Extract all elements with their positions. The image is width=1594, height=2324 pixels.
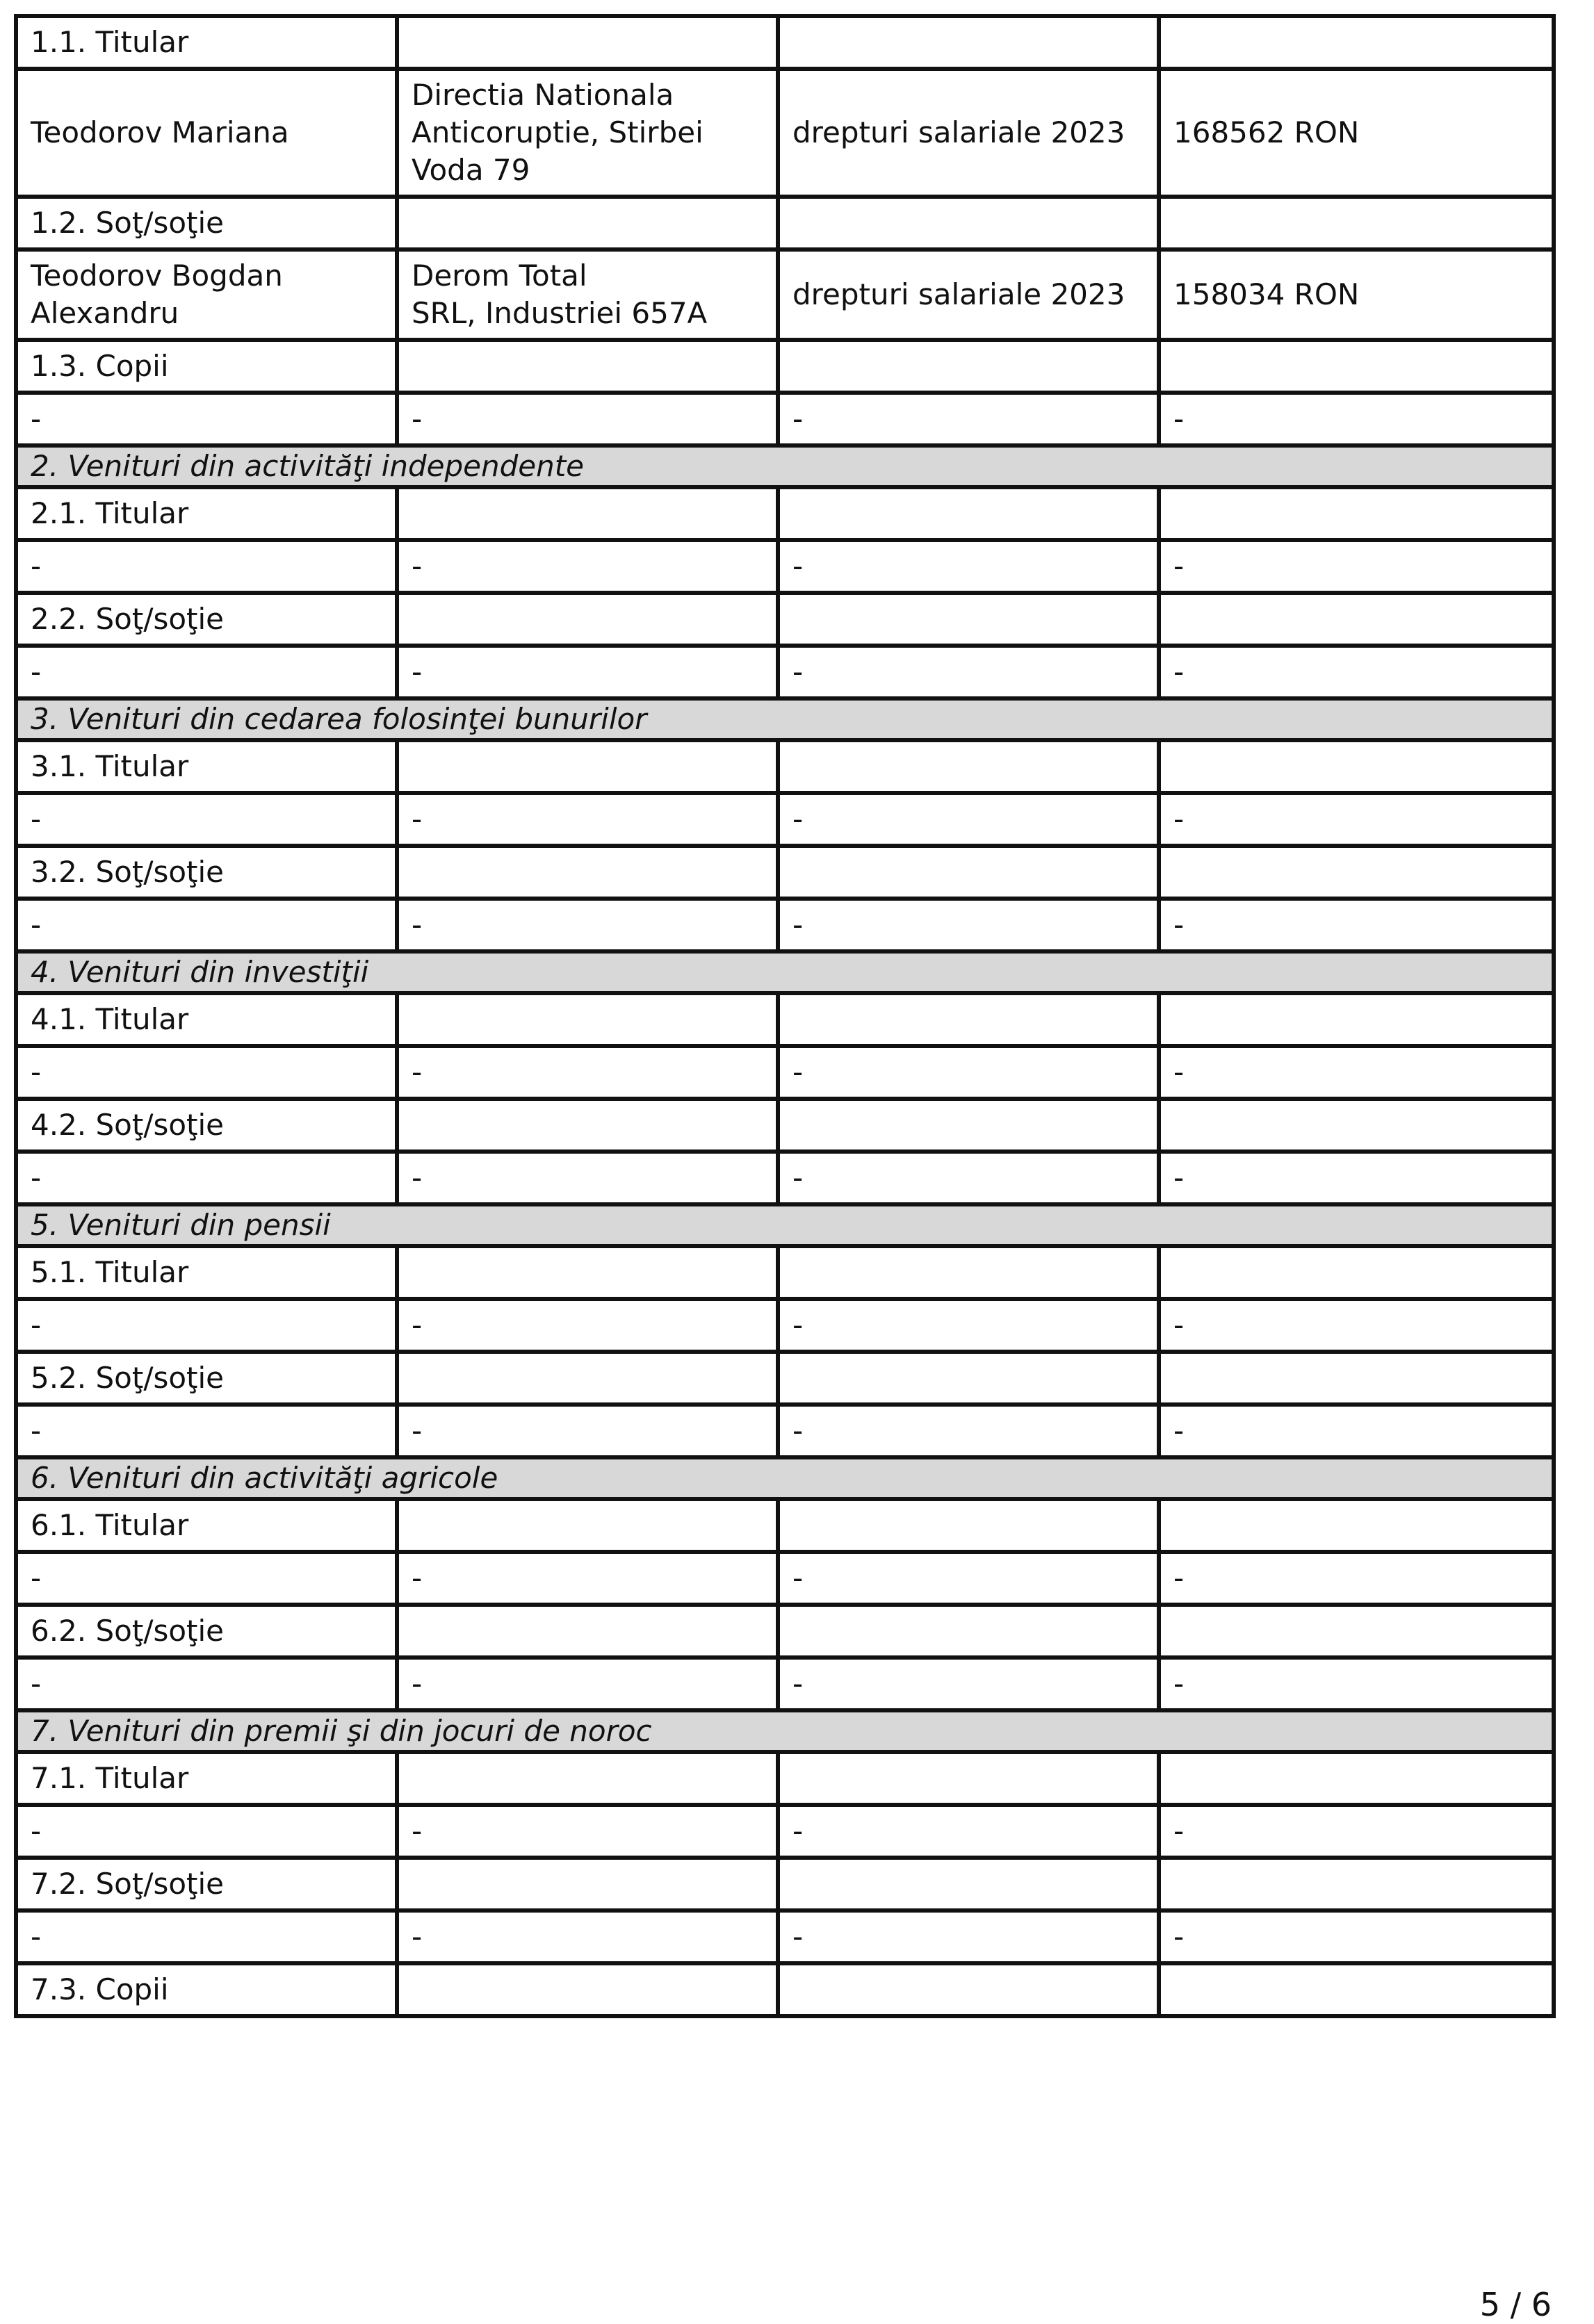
cell-name: - — [16, 1046, 397, 1099]
cell-amount — [1159, 1099, 1554, 1152]
cell-name: 4.2. Soţ/soţie — [16, 1099, 397, 1152]
cell-amount — [1159, 487, 1554, 540]
table-row — [16, 793, 1554, 846]
cell-name: - — [16, 899, 397, 951]
table-row — [16, 1910, 1554, 1963]
cell-source — [397, 487, 778, 540]
cell-source: - — [397, 1152, 778, 1204]
cell-name: - — [16, 393, 397, 445]
cell-service — [778, 1099, 1159, 1152]
cell-name: 1.2. Soţ/soţie — [16, 197, 397, 249]
cell-service: drepturi salariale 2023 — [778, 249, 1159, 340]
table-row — [16, 1405, 1554, 1457]
cell-service: - — [778, 1805, 1159, 1858]
cell-name: Teodorov Mariana — [16, 69, 397, 197]
cell-amount: - — [1159, 1910, 1554, 1963]
cell-service — [778, 593, 1159, 646]
table-row — [16, 1805, 1554, 1858]
cell-source: - — [397, 1405, 778, 1457]
cell-source — [397, 593, 778, 646]
table-row — [16, 1858, 1554, 1910]
section-header-row — [16, 445, 1554, 487]
table-row — [16, 393, 1554, 445]
cell-amount: 168562 RON — [1159, 69, 1554, 197]
table-row — [16, 16, 1554, 69]
cell-amount — [1159, 1963, 1554, 2016]
cell-source: - — [397, 1910, 778, 1963]
cell-name: 3.2. Soţ/soţie — [16, 846, 397, 899]
cell-name: 1.1. Titular — [16, 16, 397, 69]
table-row — [16, 1352, 1554, 1405]
cell-name: 6.1. Titular — [16, 1499, 397, 1552]
cell-name: 1.3. Copii — [16, 340, 397, 393]
cell-service — [778, 340, 1159, 393]
cell-source: Derom Total SRL, Industriei 657A — [397, 249, 778, 340]
table-row — [16, 1046, 1554, 1099]
cell-amount: - — [1159, 1299, 1554, 1352]
cell-source: - — [397, 793, 778, 846]
cell-amount: - — [1159, 1152, 1554, 1204]
section-title: 3. Venituri din cedarea folosinţei bunurilor — [16, 698, 1554, 740]
cell-service — [778, 16, 1159, 69]
cell-amount: - — [1159, 1805, 1554, 1858]
cell-name: - — [16, 1552, 397, 1605]
section-title: 7. Venituri din premii şi din jocuri de noroc — [16, 1710, 1554, 1752]
table-row — [16, 197, 1554, 249]
cell-name: 7.2. Soţ/soţie — [16, 1858, 397, 1910]
cell-name: - — [16, 793, 397, 846]
table-row — [16, 540, 1554, 593]
cell-service — [778, 1963, 1159, 2016]
cell-name: 5.2. Soţ/soţie — [16, 1352, 397, 1405]
cell-amount: 158034 RON — [1159, 249, 1554, 340]
cell-source: - — [397, 540, 778, 593]
cell-service: - — [778, 1046, 1159, 1099]
section-header-row — [16, 951, 1554, 993]
cell-amount: - — [1159, 793, 1554, 846]
table-row — [16, 846, 1554, 899]
cell-name: 2.2. Soţ/soţie — [16, 593, 397, 646]
section-title: 2. Venituri din activităţi independente — [16, 445, 1554, 487]
cell-amount — [1159, 1246, 1554, 1299]
cell-amount — [1159, 1752, 1554, 1805]
cell-source — [397, 1605, 778, 1658]
section-header-row — [16, 1204, 1554, 1246]
table-row — [16, 1246, 1554, 1299]
cell-service: drepturi salariale 2023 — [778, 69, 1159, 197]
table-row — [16, 593, 1554, 646]
cell-service — [778, 197, 1159, 249]
cell-source — [397, 740, 778, 793]
income-table-body — [16, 16, 1554, 2016]
cell-name: 7.1. Titular — [16, 1752, 397, 1805]
table-row — [16, 993, 1554, 1046]
cell-name: 3.1. Titular — [16, 740, 397, 793]
cell-amount — [1159, 1605, 1554, 1658]
table-row — [16, 1299, 1554, 1352]
cell-source: Directia Nationala Anticoruptie, Stirbei Voda 79 — [397, 69, 778, 197]
cell-source — [397, 1499, 778, 1552]
cell-amount: - — [1159, 540, 1554, 593]
table-row — [16, 487, 1554, 540]
cell-source — [397, 1963, 778, 2016]
table-row — [16, 646, 1554, 698]
cell-name: 2.1. Titular — [16, 487, 397, 540]
cell-source — [397, 846, 778, 899]
table-row — [16, 899, 1554, 951]
cell-amount — [1159, 340, 1554, 393]
cell-service: - — [778, 1910, 1159, 1963]
cell-service: - — [778, 1405, 1159, 1457]
cell-name: - — [16, 1152, 397, 1204]
cell-name: 6.2. Soţ/soţie — [16, 1605, 397, 1658]
section-title: 4. Venituri din investiţii — [16, 951, 1554, 993]
cell-name: 4.1. Titular — [16, 993, 397, 1046]
page-number: 5 / 6 — [1479, 2286, 1552, 2323]
cell-service: - — [778, 646, 1159, 698]
cell-name: - — [16, 1805, 397, 1858]
cell-amount: - — [1159, 1046, 1554, 1099]
cell-amount — [1159, 1352, 1554, 1405]
cell-service — [778, 1246, 1159, 1299]
cell-amount — [1159, 993, 1554, 1046]
table-row — [16, 1152, 1554, 1204]
cell-service: - — [778, 1658, 1159, 1710]
cell-amount: - — [1159, 646, 1554, 698]
table-row — [16, 1605, 1554, 1658]
cell-source: - — [397, 1552, 778, 1605]
cell-service — [778, 1352, 1159, 1405]
cell-amount: - — [1159, 393, 1554, 445]
cell-name: 7.3. Copii — [16, 1963, 397, 2016]
cell-service: - — [778, 1299, 1159, 1352]
cell-service — [778, 740, 1159, 793]
cell-source — [397, 1246, 778, 1299]
cell-source — [397, 1858, 778, 1910]
table-row — [16, 740, 1554, 793]
cell-amount — [1159, 16, 1554, 69]
cell-name: - — [16, 1658, 397, 1710]
cell-amount — [1159, 1499, 1554, 1552]
cell-service: - — [778, 1552, 1159, 1605]
income-declaration-table — [14, 14, 1556, 2018]
cell-source — [397, 993, 778, 1046]
cell-source: - — [397, 1658, 778, 1710]
cell-amount — [1159, 846, 1554, 899]
cell-service — [778, 1605, 1159, 1658]
cell-amount — [1159, 740, 1554, 793]
table-row — [16, 340, 1554, 393]
cell-service: - — [778, 540, 1159, 593]
cell-source — [397, 16, 778, 69]
cell-name: Teodorov Bogdan Alexandru — [16, 249, 397, 340]
section-header-row — [16, 698, 1554, 740]
cell-amount: - — [1159, 899, 1554, 951]
cell-amount — [1159, 197, 1554, 249]
cell-service — [778, 1858, 1159, 1910]
cell-name: - — [16, 646, 397, 698]
cell-service — [778, 993, 1159, 1046]
section-title: 6. Venituri din activităţi agricole — [16, 1457, 1554, 1499]
cell-service — [778, 487, 1159, 540]
cell-source — [397, 1099, 778, 1152]
cell-service — [778, 1499, 1159, 1552]
cell-name: - — [16, 1405, 397, 1457]
table-row — [16, 249, 1554, 340]
cell-service: - — [778, 899, 1159, 951]
table-row — [16, 1499, 1554, 1552]
cell-name: 5.1. Titular — [16, 1246, 397, 1299]
section-title: 5. Venituri din pensii — [16, 1204, 1554, 1246]
cell-source: - — [397, 393, 778, 445]
cell-amount — [1159, 1858, 1554, 1910]
cell-amount: - — [1159, 1552, 1554, 1605]
cell-source: - — [397, 1046, 778, 1099]
cell-source — [397, 1352, 778, 1405]
cell-service: - — [778, 793, 1159, 846]
table-row — [16, 1752, 1554, 1805]
section-header-row — [16, 1710, 1554, 1752]
cell-service: - — [778, 393, 1159, 445]
table-row — [16, 69, 1554, 197]
cell-service: - — [778, 1152, 1159, 1204]
section-header-row — [16, 1457, 1554, 1499]
table-row — [16, 1552, 1554, 1605]
cell-source: - — [397, 1805, 778, 1858]
cell-amount: - — [1159, 1658, 1554, 1710]
table-row — [16, 1099, 1554, 1152]
cell-source — [397, 197, 778, 249]
cell-source — [397, 1752, 778, 1805]
cell-name: - — [16, 1910, 397, 1963]
table-row — [16, 1658, 1554, 1710]
cell-service — [778, 1752, 1159, 1805]
cell-name: - — [16, 540, 397, 593]
cell-source: - — [397, 646, 778, 698]
cell-source: - — [397, 899, 778, 951]
cell-source: - — [397, 1299, 778, 1352]
cell-service — [778, 846, 1159, 899]
cell-amount: - — [1159, 1405, 1554, 1457]
cell-name: - — [16, 1299, 397, 1352]
table-row — [16, 1963, 1554, 2016]
cell-amount — [1159, 593, 1554, 646]
cell-source — [397, 340, 778, 393]
